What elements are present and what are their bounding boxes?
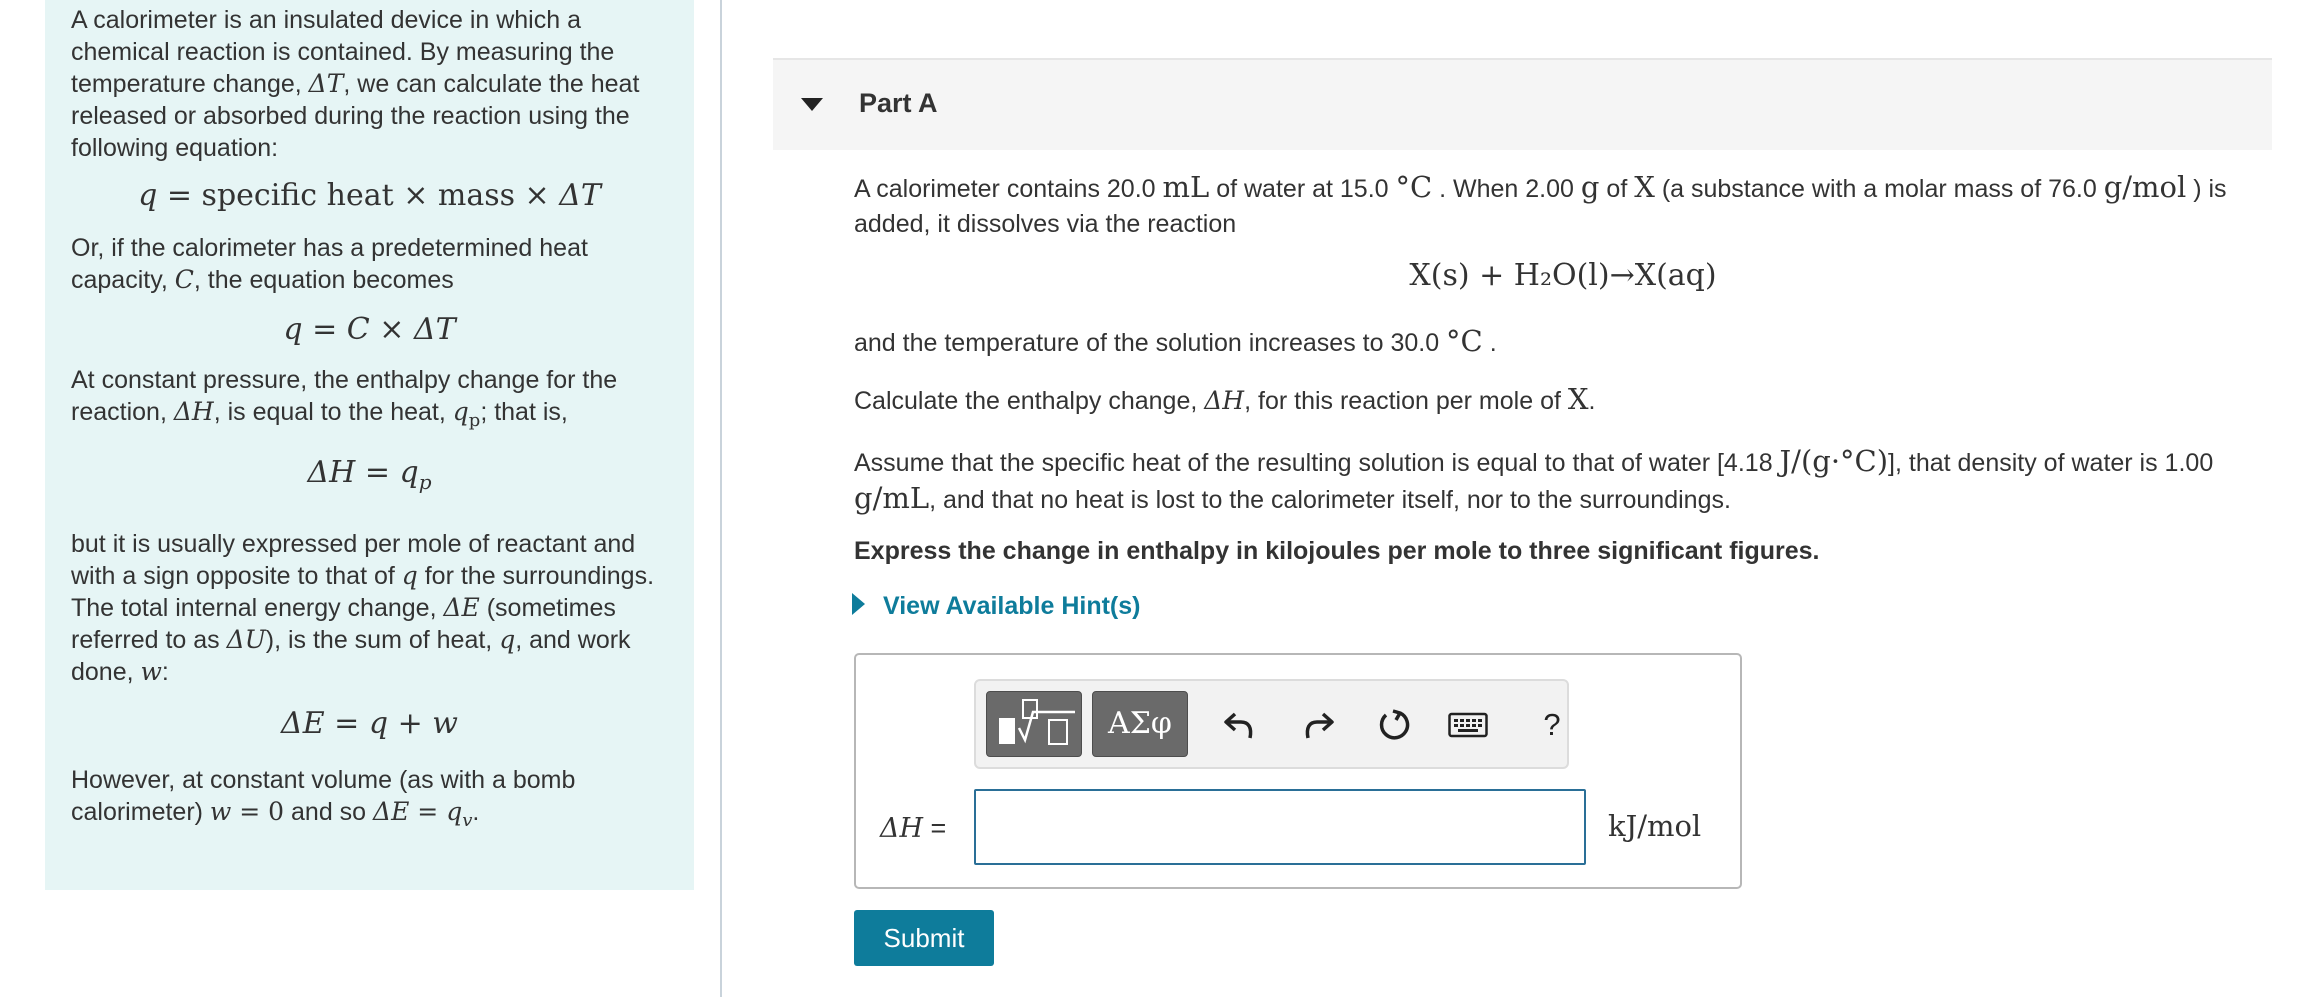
part-a-header[interactable] [773,58,2272,150]
heat-equation: q = specific heat × mass × ΔT [138,178,601,213]
keyboard-icon[interactable] [1446,703,1490,747]
part-title: Part A [859,88,938,118]
templates-icon [987,692,1083,758]
math-toolbar [974,679,1569,769]
enthalpy-equation: $\Delta H = q_p$ [307,455,432,494]
reaction-equation: X(s) + H₂O(l)→X(aq) [1409,258,1717,293]
undo-icon[interactable] [1218,703,1262,747]
templates-button[interactable] [986,691,1082,757]
reset-icon[interactable] [1372,703,1416,747]
intro-paragraph-3: At constant pressure, the enthalpy change for the reaction, ΔH, is equal to the heat, $q_p$; that is, [71,366,618,431]
intro-paragraph-4: but it is usually expressed per mole of reactant and with a sign opposite to that of q for the surroundings. The total internal energy change, ΔE (sometimes referred to as ΔU), is the sum of heat, q, and work done, w: [71,530,655,686]
question-instruction: Express the change in enthalpy in kilojoules per mole to three significant figures. [854,537,1820,565]
answer-label: ΔH = [880,813,947,844]
redo-icon[interactable] [1296,703,1340,747]
intro-panel [45,0,694,890]
submit-button[interactable]: Submit [854,910,994,966]
view-hints-label: View Available Hint(s) [883,592,1141,620]
answer-input[interactable] [974,789,1586,865]
question-assumptions: Assume that the specific heat of the resulting solution is equal to that of water [4.18 J/(g·°C)], that density of water is 1.00 g/mL, and that no heat is lost to the calorimeter itself, nor to the surroundings. [854,444,2214,515]
internal-energy-equation: ΔE = q + w [281,706,458,741]
question-statement: A calorimeter contains 20.0 mL of water at 15.0 °C . When 2.00 g of X (a substance with a molar mass of 76.0 g/mol ) is added, it dissolves via the reaction [854,170,2227,238]
answer-box [854,653,1742,889]
intro-paragraph-2: Or, if the calorimeter has a predetermined heat capacity, C, the equation becomes [71,234,588,294]
greek-symbols-button[interactable]: ΑΣφ [1092,691,1188,757]
collapse-caret-icon[interactable] [801,98,823,111]
question-temperature-line: and the temperature of the solution increases to 30.0 °C . [854,324,1497,358]
answer-unit: kJ/mol [1608,809,1702,843]
question-task: Calculate the enthalpy change, ΔH, for this reaction per mole of X. [854,382,1596,416]
panel-divider [720,0,722,997]
intro-paragraph-1: A calorimeter is an insulated device in which a chemical reaction is contained. By measuring the temperature change, ΔT, we can calculate the heat released or absorbed during the reaction using the following equation: [71,6,640,162]
expand-caret-icon [852,593,865,615]
help-button[interactable]: ? [1543,707,1561,742]
heat-capacity-equation: q = C × ΔT [283,312,456,347]
intro-paragraph-5: However, at constant volume (as with a bomb calorimeter) w = 0 and so $\Delta E = q_v$. [71,766,576,831]
view-hints-link[interactable] [852,592,1140,621]
